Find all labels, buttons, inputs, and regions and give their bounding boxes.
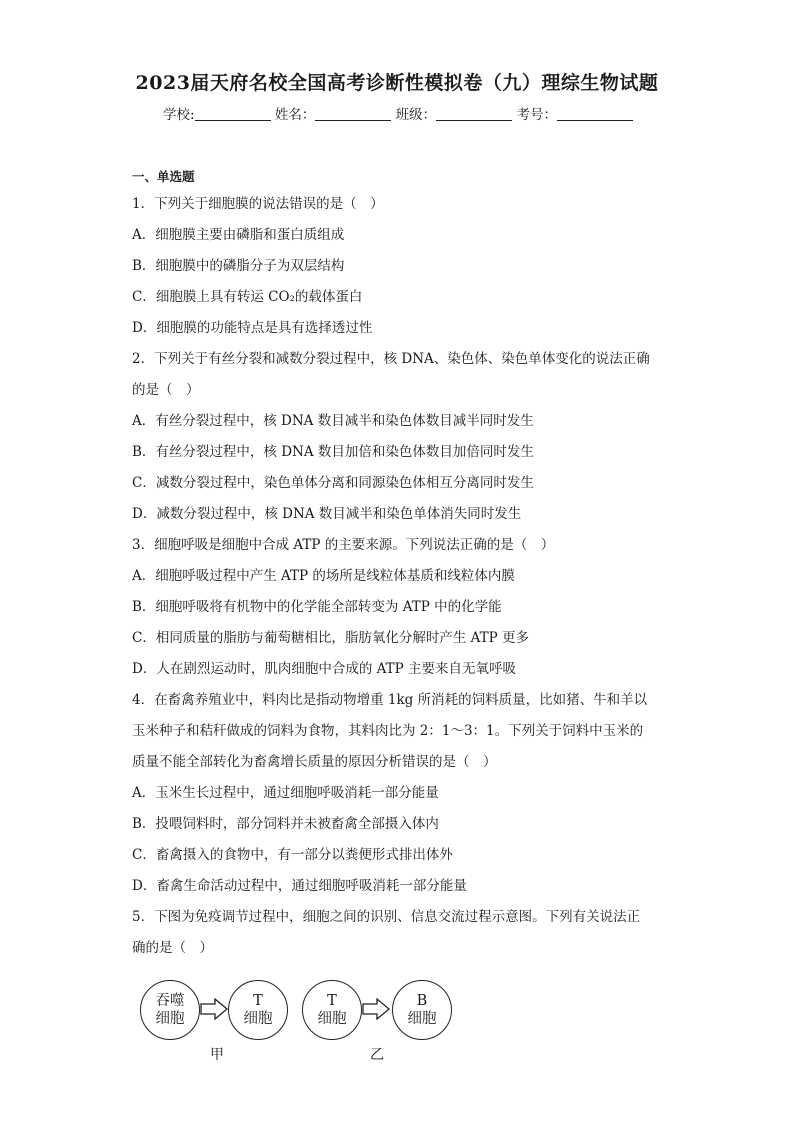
question-3-option-a: A．细胞呼吸过程中产生 ATP 的场所是线粒体基质和线粒体内膜 xyxy=(132,568,515,584)
immune-cell-diagram xyxy=(132,978,472,1088)
question-4-stem: 4．在畜禽养殖业中，料肉比是指动物增重 1kg 所消耗的饲料质量，比如猪、牛和羊以 xyxy=(132,692,648,708)
cell-label-line2: 细胞 xyxy=(317,1011,347,1027)
question-2-option-b: B．有丝分裂过程中，核 DNA 数目加倍和染色体数目加倍同时发生 xyxy=(132,444,534,460)
cell-label-line1: T xyxy=(253,993,263,1009)
page-title: 2023届天府名校全国高考诊断性模拟卷（九）理综生物试题 xyxy=(135,72,659,94)
question-3-stem: 3．细胞呼吸是细胞中合成 ATP 的主要来源。下列说法正确的是（ ） xyxy=(132,537,555,553)
question-4-option-d: D．畜禽生命活动过程中，通过细胞呼吸消耗一部分能量 xyxy=(132,878,467,894)
class-label: 班级： xyxy=(395,107,437,123)
question-2-stem-cont: 的是（ ） xyxy=(132,382,200,398)
section-heading: 一、单选题 xyxy=(132,169,195,184)
question-2-option-a: A．有丝分裂过程中，核 DNA 数目减半和染色体数目减半同时发生 xyxy=(132,413,534,429)
cell-label-line2: 细胞 xyxy=(243,1011,273,1027)
cell-label-line2: 细胞 xyxy=(407,1011,437,1027)
name-blank[interactable] xyxy=(315,106,391,121)
cell-label-line1: T xyxy=(327,993,337,1009)
question-1-option-b: B．细胞膜中的磷脂分子为双层结构 xyxy=(132,258,345,274)
t-cell-circle-2 xyxy=(302,980,362,1040)
cell-label-line2: 细胞 xyxy=(155,1011,185,1027)
cell-label-line1: B xyxy=(416,993,428,1009)
question-3-option-b: B．细胞呼吸将有机物中的化学能全部转变为 ATP 中的化学能 xyxy=(132,599,502,615)
exam-number-label: 考号： xyxy=(516,107,557,123)
question-1-stem: 1．下列关于细胞膜的说法错误的是（ ） xyxy=(132,196,384,212)
b-cell-circle xyxy=(392,980,452,1040)
question-4-option-b: B．投喂饲料时，部分饲料并未被畜禽全部摄入体内 xyxy=(132,816,439,832)
question-4-stem-cont-2: 质量不能全部转化为畜禽增长质量的原因分析错误的是（ ） xyxy=(132,754,497,770)
diagram-label-jia: 甲 xyxy=(210,1047,224,1063)
question-4-option-a: A．玉米生长过程中，通过细胞呼吸消耗一部分能量 xyxy=(132,785,439,801)
school-label: 学校: xyxy=(163,107,195,123)
student-info-row xyxy=(163,103,633,123)
question-1-option-c: C．细胞膜上具有转运 CO₂的载体蛋白 xyxy=(132,289,363,305)
question-3-option-c: C．相同质量的脂肪与葡萄糖相比，脂肪氧化分解时产生 ATP 更多 xyxy=(132,630,530,646)
phagocyte-cell-circle xyxy=(140,980,200,1040)
diagram-label-yi: 乙 xyxy=(370,1047,384,1063)
t-cell-circle-1 xyxy=(228,980,288,1040)
question-5-stem-cont: 确的是（ ） xyxy=(132,940,213,956)
class-blank[interactable] xyxy=(436,106,512,121)
question-2-option-c: C．减数分裂过程中，染色单体分离和同源染色体相互分离同时发生 xyxy=(132,475,534,491)
exam-number-blank[interactable] xyxy=(557,106,633,121)
question-1-option-a: A．细胞膜主要由磷脂和蛋白质组成 xyxy=(132,227,345,243)
question-2-option-d: D．减数分裂过程中，核 DNA 数目减半和染色单体消失同时发生 xyxy=(132,506,522,522)
arrow-icon xyxy=(200,998,228,1020)
question-5-stem: 5．下图为免疫调节过程中，细胞之间的识别、信息交流过程示意图。下列有关说法正 xyxy=(132,909,641,925)
name-label: 姓名： xyxy=(274,107,316,123)
question-4-stem-cont-1: 玉米种子和秸秆做成的饲料为食物，其料肉比为 2：1～3：1。下列关于饲料中玉米的 xyxy=(132,723,644,739)
school-blank[interactable] xyxy=(195,106,271,121)
question-1-option-d: D．细胞膜的功能特点是具有选择透过性 xyxy=(132,320,373,336)
question-2-stem: 2．下列关于有丝分裂和减数分裂过程中，核 DNA、染色体、染色单体变化的说法正确 xyxy=(132,351,650,367)
question-4-option-c: C．畜禽摄入的食物中，有一部分以粪便形式排出体外 xyxy=(132,847,453,863)
cell-label-line1: 吞噬 xyxy=(155,993,185,1009)
question-3-option-d: D．人在剧烈运动时，肌肉细胞中合成的 ATP 主要来自无氧呼吸 xyxy=(132,661,517,677)
arrow-icon xyxy=(362,998,390,1020)
